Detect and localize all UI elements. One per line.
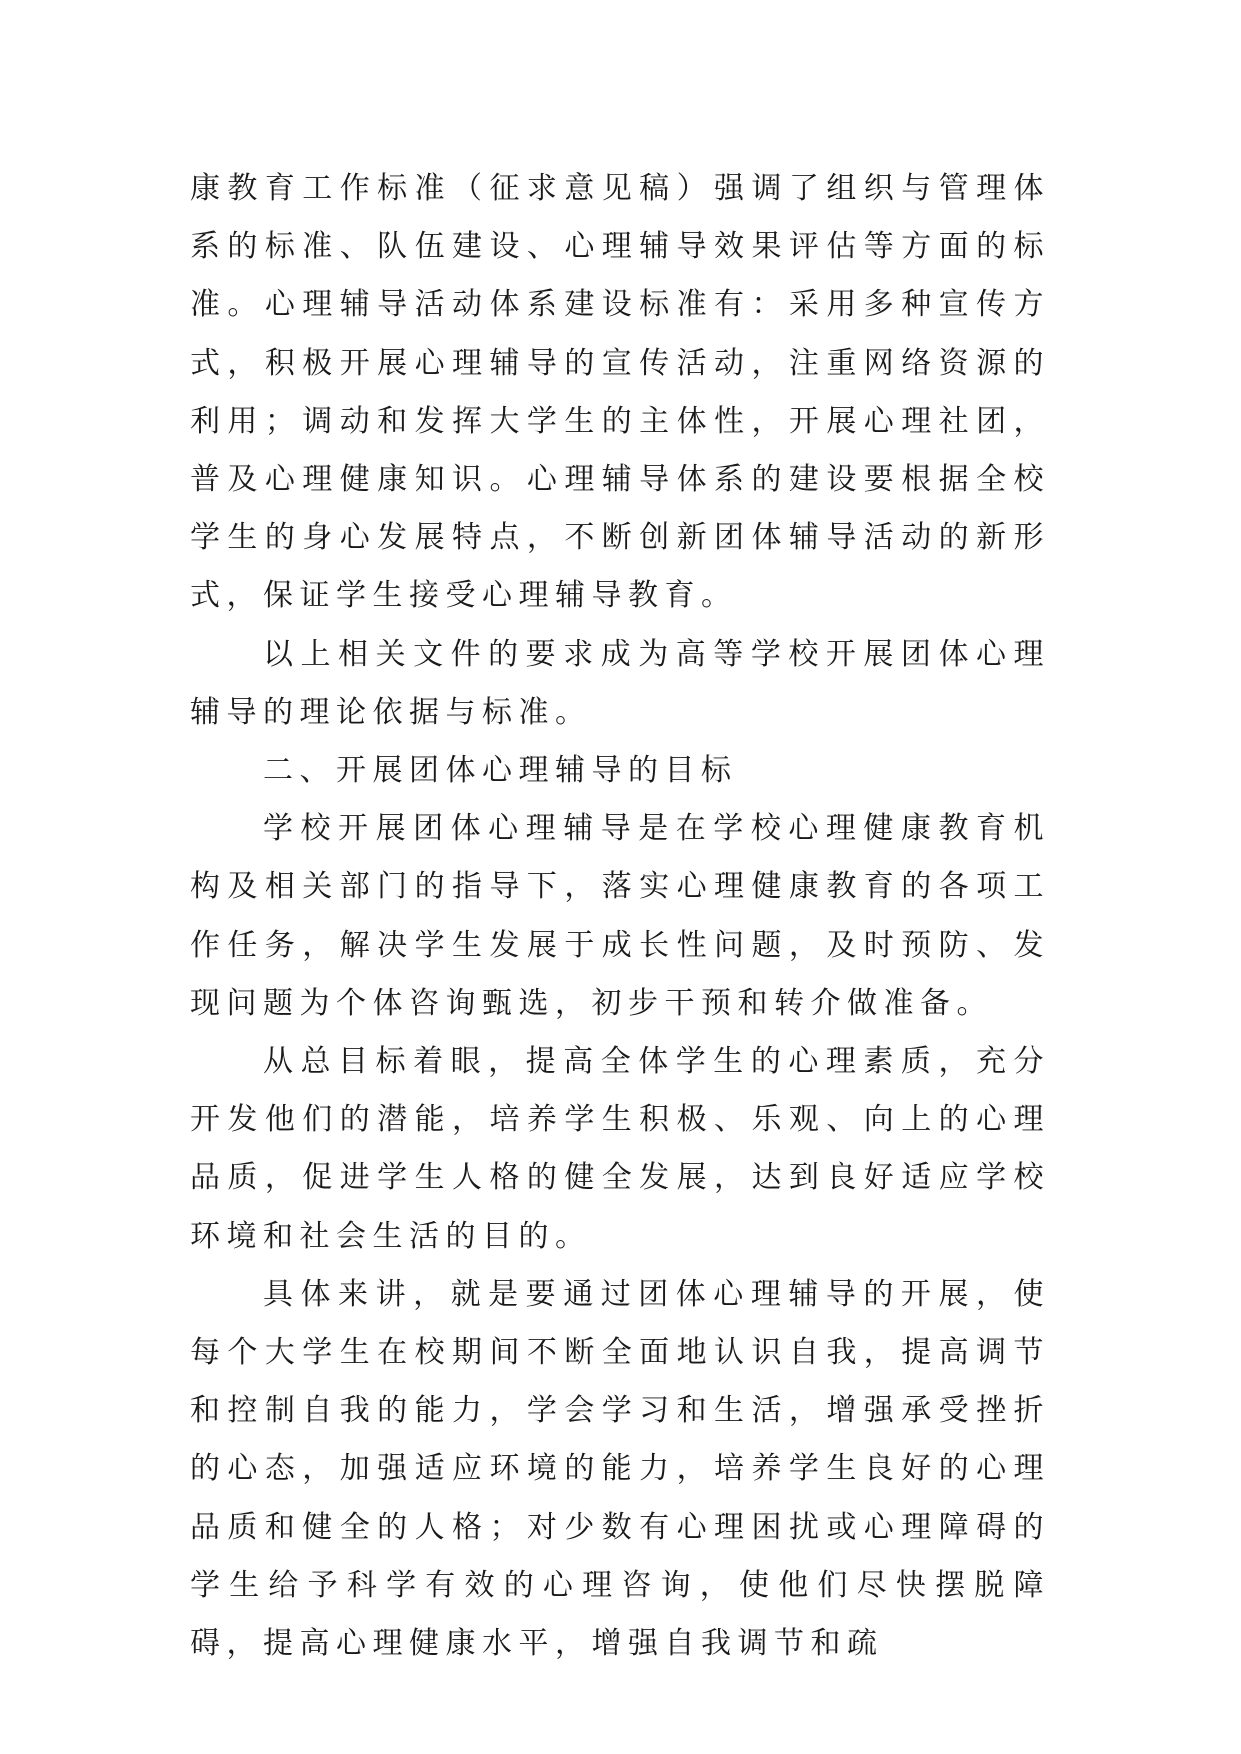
document-body	[190, 160, 1050, 1673]
paragraph-specific-goal: 具体来讲，就是要通过团体心理辅导的开展，使每个大学生在校期间不断全面地认识自我，提高调节和控制自我的能力，学会学习和生活，增强承受挫折的心态，加强适应环境的能力，培养学生良好的心理品质和健全的人格；对少数有心理困扰或心理障碍的学生给予科学有效的心理咨询，使他们尽快摆脱障碍，提高心理健康水平，增强自我调节和疏	[190, 1276, 1050, 1662]
paragraph-basis: 以上相关文件的要求成为高等学校开展团体心理辅导的理论依据与标准。	[190, 636, 1050, 730]
paragraph-overall-goal: 从总目标着眼，提高全体学生的心理素质，充分开发他们的潜能，培养学生积极、乐观、向上的心理品质，促进学生人格的健全发展，达到良好适应学校环境和社会生活的目的。	[190, 1044, 1050, 1254]
paragraph-goal-intro: 学校开展团体心理辅导是在学校心理健康教育机构及相关部门的指导下，落实心理健康教育的各项工作任务，解决学生发展于成长性问题，及时预防、发现问题为个体咨询甄选，初步干预和转介做准备。	[190, 811, 1050, 1021]
section-heading: 二、开展团体心理辅导的目标	[263, 753, 738, 789]
paragraph-continued: 康教育工作标准（征求意见稿）强调了组织与管理体系的标准、队伍建设、心理辅导效果评估等方面的标准。心理辅导活动体系建设标准有：采用多种宣传方式，积极开展心理辅导的宣传活动，注重网络资源的利用；调动和发挥大学生的主体性，开展心理社团，普及心理健康知识。心理辅导体系的建设要根据全校学生的身心发展特点，不断创新团体辅导活动的新形式，保证学生接受心理辅导教育。	[190, 171, 1050, 614]
